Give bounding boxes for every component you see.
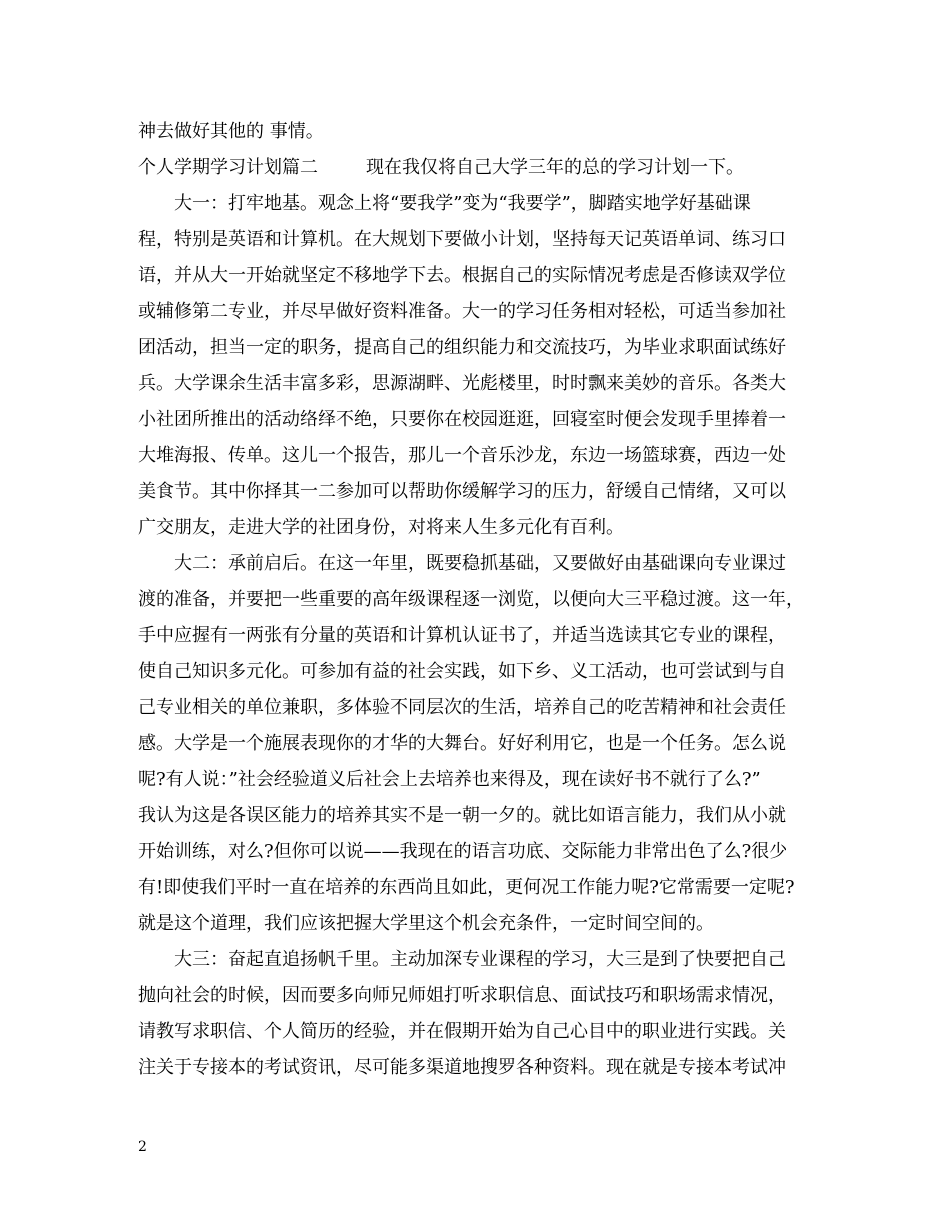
- paragraph-line: 请教写求职信、个人简历的经验，并在假期开始为自己心目中的职业进行实践。关: [138, 1021, 786, 1042]
- paragraph-line: 兵。大学课余生活丰富多彩，思源湖畔、光彪楼里，时时飘来美妙的音乐。各类大: [138, 373, 786, 394]
- paragraph-line: 手中应握有一两张有分量的英语和计算机认证书了，并适当选读其它专业的课程，: [138, 625, 786, 646]
- page-number: 2: [138, 1139, 147, 1155]
- paragraph-year-two: [138, 546, 828, 942]
- section-heading: 个人学期学习计划篇二: [138, 157, 318, 178]
- paragraph-line: 使自己知识多元化。可参加有益的社会实践，如下乡、义工活动，也可尝试到与自: [138, 661, 786, 682]
- paragraph-line: 己专业相关的单位兼职，多体验不同层次的生活，培养自己的吃苦精神和社会责任: [138, 697, 786, 718]
- paragraph-line: 呢?有人说：”社会经验道义后社会上去培养也来得及，现在读好书不就行了么?”: [138, 769, 761, 790]
- paragraph-line: 开始训练，对么?但你可以说——我现在的语言功底、交际能力非常出色了么?很少: [138, 841, 788, 862]
- paragraph-line: 团活动，担当一定的职务，提高自己的组织能力和交流技巧，为毕业求职面试练好: [138, 337, 786, 358]
- section-intro: 现在我仅将自己大学三年的总的学习计划一下。: [366, 157, 744, 178]
- paragraph-line: 美食节。其中你择其一二参加可以帮助你缓解学习的压力，舒缓自己情绪，又可以: [138, 481, 786, 502]
- paragraph-line: 大堆海报、传单。这儿一个报告，那儿一个音乐沙龙，东边一场篮球赛，西边一处: [138, 445, 786, 466]
- paragraph-line: 抛向社会的时候，因而要多向师兄师姐打听求职信息、面试技巧和职场需求情况，: [138, 985, 786, 1006]
- paragraph-year-three: [138, 942, 828, 1086]
- paragraph-line: 语，并从大一开始就坚定不移地学下去。根据自己的实际情况考虑是否修读双学位: [138, 265, 786, 286]
- paragraph-line: 感。大学是一个施展表现你的才华的大舞台。好好利用它，也是一个任务。怎么说: [138, 733, 786, 754]
- paragraph-line: 渡的准备，并要把一些重要的高年级课程逐一浏览，以便向大三平稳过渡。这一年，: [138, 589, 804, 610]
- paragraph-line: 有!即使我们平时一直在培养的东西尚且如此，更何况工作能力呢?它常需要一定呢?: [138, 877, 795, 898]
- paragraph-line: 大一：打牢地基。观念上将“要我学”变为“我要学”，脚踏实地学好基础课: [174, 193, 751, 214]
- intro-tail-line: 神去做好其他的 事情。: [138, 121, 324, 142]
- paragraph-line: 注关于专接本的考试资讯，尽可能多渠道地搜罗各种资料。现在就是专接本考试冲: [138, 1057, 786, 1078]
- paragraph-year-one: [138, 186, 828, 546]
- document-body: [138, 114, 828, 1086]
- section-heading-line: [138, 150, 828, 186]
- paragraph-line: 小社团所推出的活动络绎不绝，只要你在校园逛逛，回寝室时便会发现手里捧着一: [138, 409, 786, 430]
- paragraph-line: 就是这个道理，我们应该把握大学里这个机会充条件，一定时间空间的。: [138, 913, 714, 934]
- paragraph-line: 程，特别是英语和计算机。在大规划下要做小计划，坚持每天记英语单词、练习口: [138, 229, 786, 250]
- paragraph-line: 或辅修第二专业，并尽早做好资料准备。大一的学习任务相对轻松，可适当参加社: [138, 301, 786, 322]
- paragraph-line: 广交朋友，走进大学的社团身份，对将来人生多元化有百利。: [138, 517, 624, 538]
- paragraph-line: 我认为这是各误区能力的培养其实不是一朝一夕的。就比如语言能力，我们从小就: [138, 805, 786, 826]
- paragraph-line: 大二：承前启后。在这一年里，既要稳抓基础，又要做好由基础课向专业课过: [174, 553, 786, 574]
- paragraph-line: 大三：奋起直追扬帆千里。主动加深专业课程的学习，大三是到了快要把自己: [174, 949, 786, 970]
